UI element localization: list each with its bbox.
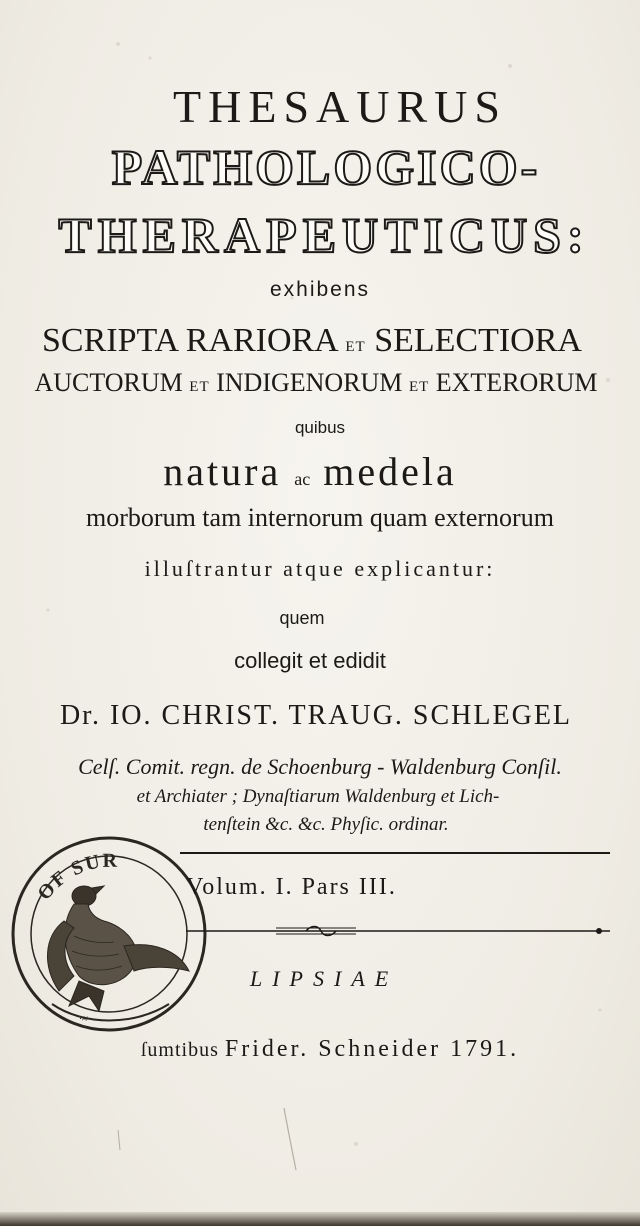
scripta-text-a: SCRIPTA RARIORA [42, 322, 346, 359]
author-name: Dr. IO. CHRIST. TRAUG. SCHLEGEL [59, 700, 573, 731]
quibus-text: quibus [294, 418, 346, 437]
scripta-text-b: SELECTIORA [365, 322, 582, 359]
natura-text-a: natura [163, 449, 295, 494]
ornamental-rule [186, 924, 610, 938]
imprint-year: 1791. [441, 1036, 520, 1062]
natura-text-b: medela [310, 449, 457, 494]
page-bottom-edge [0, 1212, 640, 1226]
quem-text: quem [279, 608, 325, 628]
auctorum-line [0, 368, 636, 398]
auctorum-text-c: EXTERORUM [429, 368, 598, 397]
illustrantur-line: illuſtrantur atque explicantur: [144, 556, 496, 581]
collegit-text: collegit et edidit [234, 648, 386, 673]
imprint-line [10, 1036, 640, 1063]
imprint-place: LIPSIAE [250, 966, 399, 991]
imprint-sumtibus: ſumtibus [140, 1039, 225, 1061]
author-title-line-2: et Archiater ; Dynaſtiarum Waldenburg et Lich- [136, 786, 500, 807]
morborum-line: morborum tam internorum quam externorum [86, 503, 554, 532]
exhibens-text: exhibens [269, 278, 371, 301]
auctorum-text-b: INDIGENORUM [209, 368, 409, 397]
imprint-publisher: Frider. Schneider [224, 1036, 442, 1062]
auctorum-et-2: ET [408, 379, 430, 395]
library-stamp-icon [4, 826, 214, 1036]
author-title-line-3: tenſtein &c. &c. Phyſic. ordinar. [203, 814, 449, 835]
title-line-1: THESAURUS [173, 81, 507, 132]
auctorum-et-1: ET [189, 379, 210, 395]
auctorum-text-a: AUCTORUM [34, 368, 190, 397]
stamp-lettering: OF SUR [33, 849, 120, 905]
natura-line [0, 448, 630, 495]
svg-text:·≈·: ·≈· [79, 1013, 91, 1025]
scripta-line [0, 322, 632, 360]
scripta-et: ET [345, 339, 366, 355]
natura-ac: ac [294, 469, 311, 489]
author-title-line-1: Celſ. Comit. regn. de Schoenburg - Waldenburg Conſil. [78, 754, 562, 779]
title-line-3: THERAPEUTICUS: [58, 207, 590, 263]
volume-label: Volum. I. Pars III. [186, 874, 397, 900]
volume-rule-top [180, 852, 610, 854]
title-line-2: PATHOLOGICO- [111, 139, 541, 195]
